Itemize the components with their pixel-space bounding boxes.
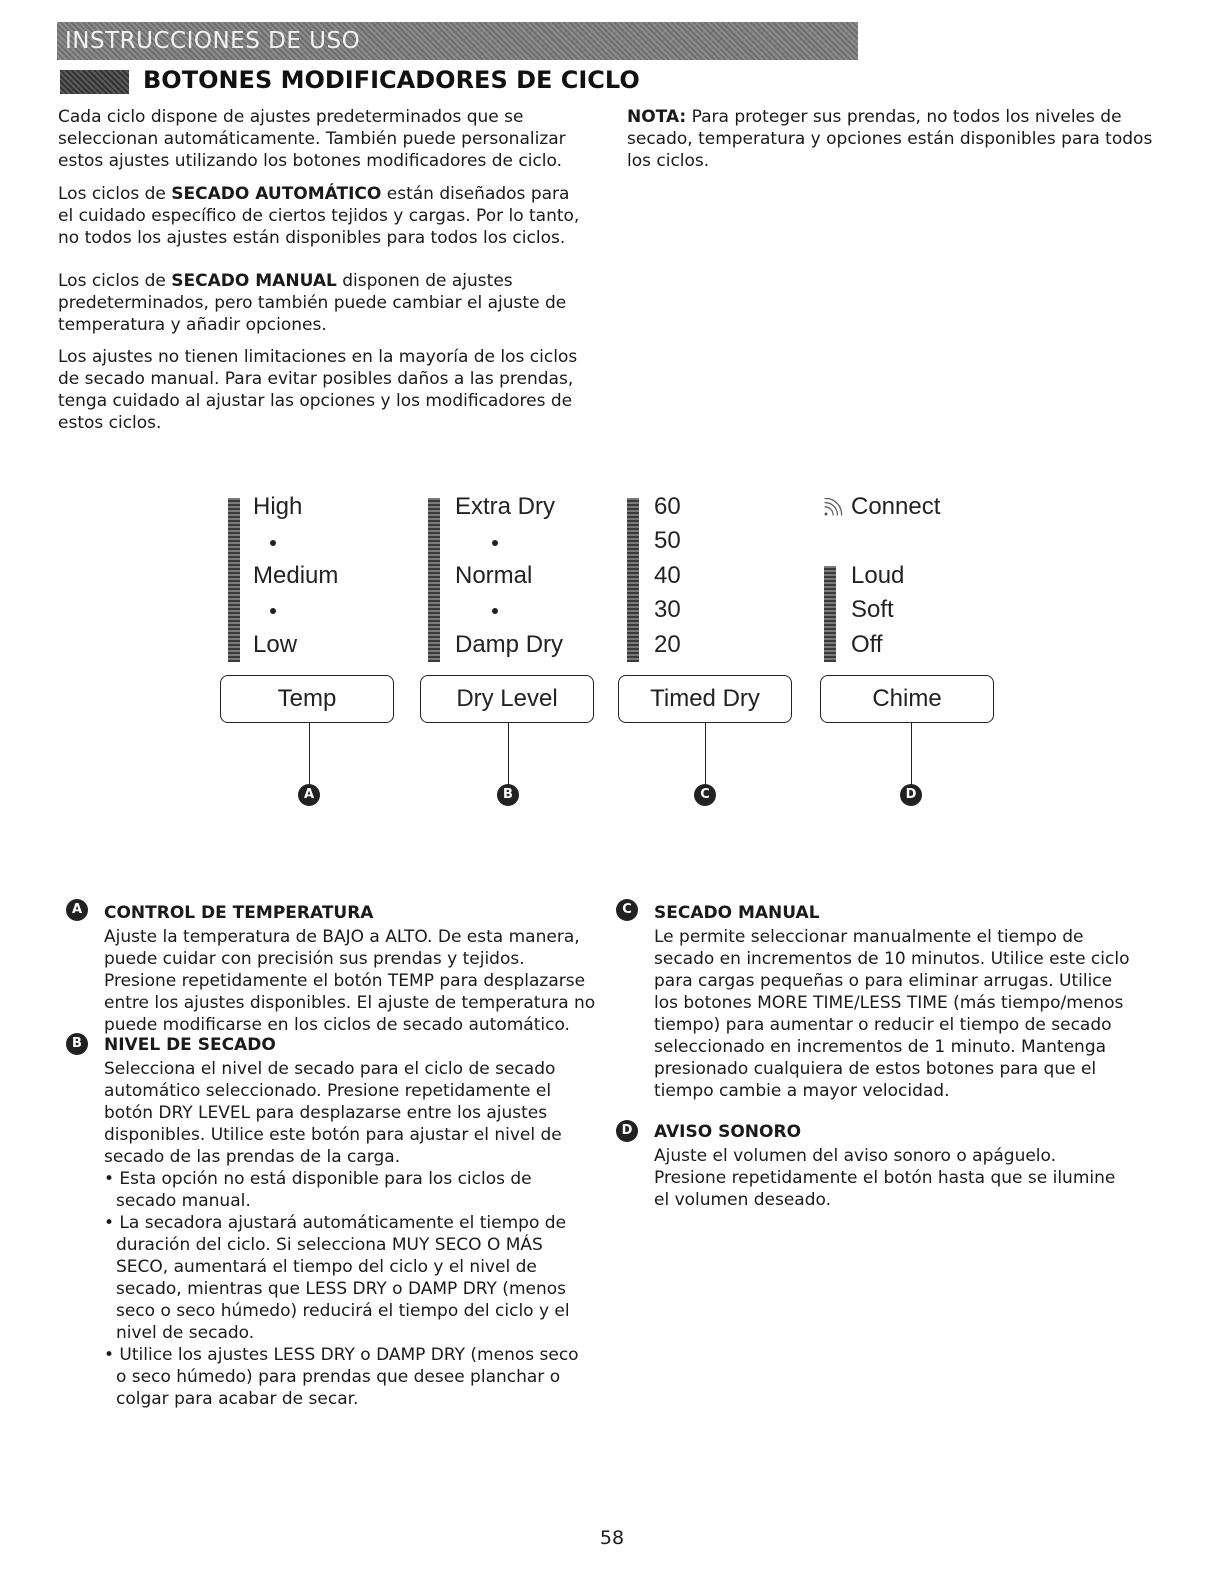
desc-title-dry-level: NIVEL DE SECADO <box>104 1035 276 1055</box>
desc-badge-b: B <box>66 1033 88 1055</box>
callout-badge-c: C <box>694 784 716 806</box>
text-line: el volumen deseado. <box>654 1190 832 1210</box>
temp-button[interactable]: Temp <box>220 675 394 723</box>
text-line: Cada ciclo dispone de ajustes predeterminados que se <box>58 107 524 127</box>
text-line: SECO, aumentará el tiempo del ciclo y el nivel de <box>116 1257 537 1277</box>
dry-level-normal: Normal <box>455 562 533 589</box>
text-span: Los ciclos de <box>58 184 172 204</box>
section-banner <box>57 22 858 60</box>
timed-dry-50: 50 <box>654 527 681 554</box>
text-line: puede cuidar con precisión sus prendas y tejidos. <box>104 949 525 969</box>
callout-badge-a: A <box>298 784 320 806</box>
callout-badge-b: B <box>497 784 519 806</box>
timed-dry-indicator-bar <box>627 498 639 662</box>
timed-dry-30: 30 <box>654 596 681 623</box>
text-line: Los ajustes no tienen limitaciones en la mayoría de los ciclos <box>58 347 578 367</box>
text-line: automático seleccionado. Presione repetidamente el <box>104 1081 552 1101</box>
text-line: entre los ajustes disponibles. El ajuste de temperatura no <box>104 993 596 1013</box>
chime-level-soft: Soft <box>851 596 894 623</box>
callout-line-d <box>911 722 912 786</box>
desc-title-manual-dry: SECADO MANUAL <box>654 903 820 923</box>
timed-dry-40: 40 <box>654 562 681 589</box>
desc-body-chime <box>654 1145 1194 1211</box>
text-line: tiempo cambie a mayor velocidad. <box>654 1081 950 1101</box>
text-line: Presione repetidamente el botón TEMP para desplazarse <box>104 971 586 991</box>
text-line: de secado manual. Para evitar posibles daños a las prendas, <box>58 369 574 389</box>
callout-line-a <box>309 722 310 786</box>
text-line: • Esta opción no está disponible para los ciclos de <box>104 1169 532 1189</box>
text-span: disponen de ajustes <box>336 271 513 291</box>
dry-level-extra-dry: Extra Dry <box>455 493 556 520</box>
desc-body-temperature <box>104 926 614 1036</box>
callout-badge-d: D <box>900 784 922 806</box>
text-line: presionado cualquiera de estos botones para que el <box>654 1059 1097 1079</box>
text-line: para cargas pequeñas o para eliminar arrugas. Utilice <box>654 971 1113 991</box>
text-line: tenga cuidado al ajustar las opciones y los modificadores de <box>58 391 573 411</box>
temp-indicator-bar <box>228 498 240 662</box>
text-line <box>58 270 598 292</box>
dry-level-dot <box>492 540 498 546</box>
dry-level-damp-dry: Damp Dry <box>455 631 564 658</box>
chime-level-off: Off <box>851 631 883 658</box>
chime-button[interactable]: Chime <box>820 675 994 723</box>
desc-title-temperature: CONTROL DE TEMPERATURA <box>104 903 374 923</box>
desc-badge-d: D <box>616 1120 638 1142</box>
callout-line-b <box>508 722 509 786</box>
chime-connect-label: Connect <box>851 493 941 520</box>
note-paragraph <box>627 106 1187 172</box>
temp-level-medium: Medium <box>253 562 339 589</box>
banner-title: INSTRUCCIONES DE USO <box>65 28 361 54</box>
text-line: los botones MORE TIME/LESS TIME (más tiempo/menos <box>654 993 1124 1013</box>
bullet-item <box>104 1344 614 1410</box>
text-line: tiempo) para aumentar o reducir el tiempo de secado <box>654 1015 1112 1035</box>
text-line: Ajuste el volumen del aviso sonoro o apáguelo. <box>654 1146 1057 1166</box>
text-span: Para proteger sus prendas, no todos los niveles de <box>686 107 1122 127</box>
text-line: botón DRY LEVEL para desplazarse entre los ajustes <box>104 1103 548 1123</box>
text-line: nivel de secado. <box>116 1323 255 1343</box>
text-line: Selecciona el nivel de secado para el ciclo de secado <box>104 1059 556 1079</box>
text-line: seco o seco húmedo) reducirá el tiempo del ciclo y el <box>116 1301 570 1321</box>
section-marker <box>60 70 129 94</box>
text-line: • La secadora ajustará automáticamente el tiempo de <box>104 1213 567 1233</box>
timed-dry-button[interactable]: Timed Dry <box>618 675 792 723</box>
text-line: el cuidado específico de ciertos tejidos y cargas. Por lo tanto, <box>58 206 580 226</box>
desc-body-dry-level <box>104 1058 614 1410</box>
text-line: secado de las prendas de la carga. <box>104 1147 401 1167</box>
bold-term: SECADO MANUAL <box>171 271 337 291</box>
wifi-connect-icon <box>822 498 848 520</box>
timed-dry-20: 20 <box>654 631 681 658</box>
text-span: están diseñados para <box>381 184 570 204</box>
text-line: predeterminados, pero también puede cambiar el ajuste de <box>58 293 567 313</box>
text-line <box>58 183 598 205</box>
intro-paragraph-3 <box>58 270 598 336</box>
intro-paragraph-2 <box>58 183 598 249</box>
text-line: estos ajustes utilizando los botones modificadores de ciclo. <box>58 151 563 171</box>
temp-level-high: High <box>253 493 303 520</box>
desc-badge-a: A <box>66 899 88 921</box>
chime-level-loud: Loud <box>851 562 905 589</box>
text-line: puede modificarse en los ciclos de secado automático. <box>104 1015 570 1035</box>
bold-term: SECADO AUTOMÁTICO <box>171 184 382 204</box>
text-span: Los ciclos de <box>58 271 172 291</box>
text-line: o seco húmedo) para prendas que desee planchar o <box>116 1367 561 1387</box>
text-line: • Utilice los ajustes LESS DRY o DAMP DRY (menos seco <box>104 1345 579 1365</box>
text-line: estos ciclos. <box>58 413 162 433</box>
text-line: seleccionan automáticamente. También puede personalizar <box>58 129 566 149</box>
desc-badge-c: C <box>616 899 638 921</box>
bullet-item <box>104 1168 614 1212</box>
dry-level-indicator-bar <box>428 498 440 662</box>
desc-title-chime: AVISO SONORO <box>654 1122 802 1142</box>
temp-dot <box>270 540 276 546</box>
text-line: secado en incrementos de 10 minutos. Utilice este ciclo <box>654 949 1130 969</box>
chime-indicator-bar <box>824 566 836 662</box>
intro-paragraph-1 <box>58 106 598 172</box>
text-line: disponibles. Utilice este botón para ajustar el nivel de <box>104 1125 562 1145</box>
text-line: duración del ciclo. Si selecciona MUY SECO O MÁS <box>116 1235 543 1255</box>
text-line <box>627 106 1187 128</box>
timed-dry-60: 60 <box>654 493 681 520</box>
callout-line-c <box>705 722 706 786</box>
text-line: secado, mientras que LESS DRY o DAMP DRY (menos <box>116 1279 566 1299</box>
text-line: seleccionado en incrementos de 1 minuto. Mantenga <box>654 1037 1107 1057</box>
note-label: NOTA: <box>627 107 687 127</box>
text-line: no todos los ajustes están disponibles para todos los ciclos. <box>58 228 566 248</box>
bullet-item <box>104 1212 614 1344</box>
text-line: secado manual. <box>116 1191 251 1211</box>
dry-level-button[interactable]: Dry Level <box>420 675 594 723</box>
text-line: temperatura y añadir opciones. <box>58 315 327 335</box>
text-line: los ciclos. <box>627 151 710 171</box>
text-line: Presione repetidamente el botón hasta que se ilumine <box>654 1168 1116 1188</box>
dry-level-dot <box>492 608 498 614</box>
section-title: BOTONES MODIFICADORES DE CICLO <box>143 66 640 94</box>
temp-level-low: Low <box>253 631 298 658</box>
text-line: Ajuste la temperatura de BAJO a ALTO. De esta manera, <box>104 927 580 947</box>
page-number: 58 <box>599 1527 625 1549</box>
intro-paragraph-4 <box>58 346 598 434</box>
desc-body-manual-dry <box>654 926 1194 1102</box>
text-line: colgar para acabar de secar. <box>116 1389 359 1409</box>
text-line: Le permite seleccionar manualmente el tiempo de <box>654 927 1084 947</box>
temp-dot <box>270 608 276 614</box>
text-line: secado, temperatura y opciones están disponibles para todos <box>627 129 1153 149</box>
